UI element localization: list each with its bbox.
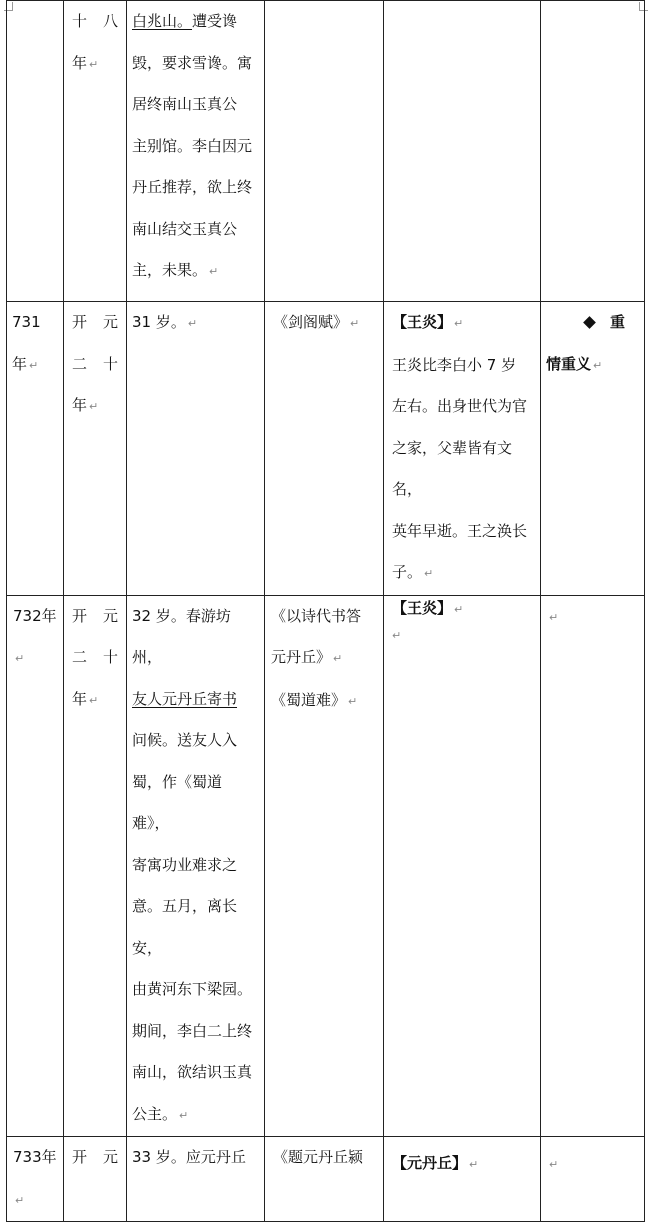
reign-cell: 开 元 <box>64 1137 127 1222</box>
events-cell: 32 岁。春游坊州， 友人元丹丘寄书 问候。送友人入 蜀，作《蜀道难》， 寄寓功业难求之 意。五月，离长安， 由黄河东下梁园。 期间，李白二上终 南山，欲结识玉真 公主。 ↵ <box>127 595 265 1137</box>
person-cell: 【王炎】 ↵ 王炎比李白小 7 岁 左右。出身世代为官 之家，父辈皆有文名， 英年早逝。王之涣长 子。 ↵ <box>384 302 541 596</box>
trait-cell: ↵ <box>541 1137 645 1222</box>
works-cell <box>265 1 384 302</box>
table-row <box>7 1 645 302</box>
year-cell: 732年↵ <box>7 595 64 1137</box>
works-cell: 《以诗代书答 元丹丘》 ↵ 《蜀道难》 ↵ <box>265 595 384 1137</box>
events-cell: 31 岁。 ↵ <box>127 302 265 596</box>
person-tag: 【王炎】 <box>392 313 453 331</box>
events-cell: 白兆山。遭受谗 毁，要求雪谗。寓 居终南山玉真公 主别馆。李白因元 丹丘推荐，欲上终 南山结交玉真公 主，未果。 ↵ <box>127 1 265 302</box>
works-cell: 《剑阁赋》 ↵ <box>265 302 384 596</box>
reign-cell: 开 元 二 十 年 ↵ <box>64 302 127 596</box>
person-cell: 【元丹丘】 ↵ <box>384 1137 541 1222</box>
place-name: 白兆山。 <box>132 12 193 30</box>
trait-cell <box>541 1 645 302</box>
person-cell: 【王炎】 ↵ ↵ <box>384 595 541 1137</box>
reign-cell: 十 八 年 ↵ <box>64 1 127 302</box>
trait-cell: 重 情重义 ↵ <box>541 302 645 596</box>
events-cell: 33 岁。应元丹丘 <box>127 1137 265 1222</box>
year-cell: 731 年 ↵ <box>7 302 64 596</box>
trait-cell: ↵ <box>541 595 645 1137</box>
person-tag: 【元丹丘】 <box>392 1154 468 1172</box>
table-row <box>7 1137 645 1222</box>
reign-cell: 开 元 二 十 年 ↵ <box>64 595 127 1137</box>
li-bai-chronology-table <box>6 0 645 1222</box>
year-cell <box>7 1 64 302</box>
diamond-bullet-icon <box>583 316 596 329</box>
person-tag: 【王炎】 <box>392 598 453 617</box>
works-cell: 《题元丹丘颍 <box>265 1137 384 1222</box>
table-row <box>7 595 645 1137</box>
person-cell <box>384 1 541 302</box>
table-row <box>7 302 645 596</box>
year-cell: 733年↵ <box>7 1137 64 1222</box>
